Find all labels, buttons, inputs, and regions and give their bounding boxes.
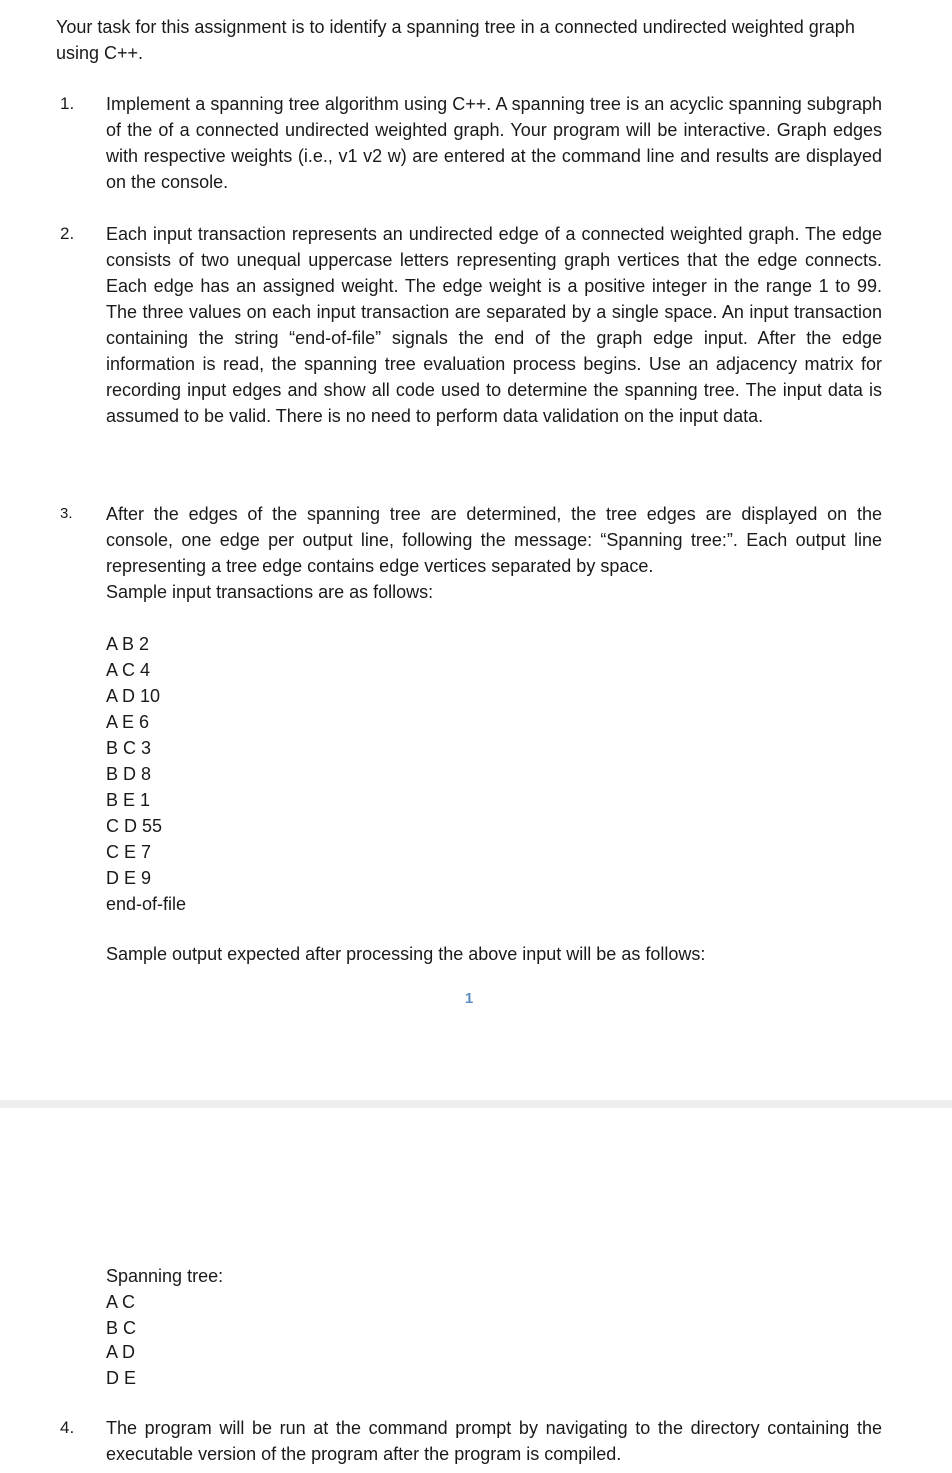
sample-input-intro: Sample input transactions are as follows: [106, 582, 434, 602]
sample-input-line: A B 2 [106, 634, 150, 654]
item-1-text: Implement a spanning tree algorithm using C++. A spanning tree is an acyclic spanning subgraph of the of a connected undirected weighted graph. Your program will be interactive. Graph edges with respective weights (i.e., v1 v2 w) are entered at the command line and results are displayed on the console. [106, 94, 882, 192]
item-4-text: The program will be run at the command prompt by navigating to the directory containing the executable version of the program after the program is compiled. [106, 1418, 882, 1464]
item-1-number: 1. [60, 94, 75, 113]
sample-input-line: B E 1 [106, 790, 151, 810]
sample-output-line: B C [106, 1318, 137, 1338]
sample-input-line: end-of-file [106, 894, 187, 914]
document-page-2 [0, 1108, 952, 1473]
sample-input-line: B C 3 [106, 738, 152, 758]
item-4-number: 4. [60, 1418, 75, 1437]
sample-output-line: D E [106, 1368, 137, 1388]
item-2-text: Each input transaction represents an undirected edge of a connected weighted graph. The edge consists of two unequal uppercase letters representing graph vertices that the edge connects. Each edge has an assigned weight. The edge weight is a positive integer in the range 1 to 99. The three values on each input transaction are separated by a single space. An input transaction containing the string “end-of-file” signals the end of the graph edge input. After the edge information is read, the spanning tree evaluation process begins. Use an adjacency matrix for recording input edges and show all code used to determine the spanning tree. The input data is assumed to be valid. There is no need to perform data validation on the input data. [106, 224, 882, 426]
sample-output-line: A C [106, 1292, 136, 1312]
page-separator [0, 1100, 952, 1108]
sample-output-line: A D [106, 1342, 136, 1362]
sample-output-header: Spanning tree: [106, 1266, 224, 1286]
sample-input-line: D E 9 [106, 868, 152, 888]
sample-input-line: B D 8 [106, 764, 152, 784]
sample-input-line: C E 7 [106, 842, 152, 862]
sample-input-line: A E 6 [106, 712, 150, 732]
sample-input-line: C D 55 [106, 816, 163, 836]
intro-paragraph: Your task for this assignment is to identify a spanning tree in a connected undirected weighted graph using C++. [56, 17, 855, 63]
page-number: 1 [464, 990, 474, 1007]
item-3-text: After the edges of the spanning tree are determined, the tree edges are displayed on the console, one edge per output line, following the message: “Spanning tree:”. Each output line representing a tree edge contains edge vertices separated by space. [106, 504, 882, 576]
sample-input-line: A D 10 [106, 686, 161, 706]
item-2-number: 2. [60, 224, 75, 243]
item-3-number: 3. [60, 505, 73, 522]
sample-output-intro: Sample output expected after processing the above input will be as follows: [106, 944, 706, 964]
sample-input-line: A C 4 [106, 660, 151, 680]
